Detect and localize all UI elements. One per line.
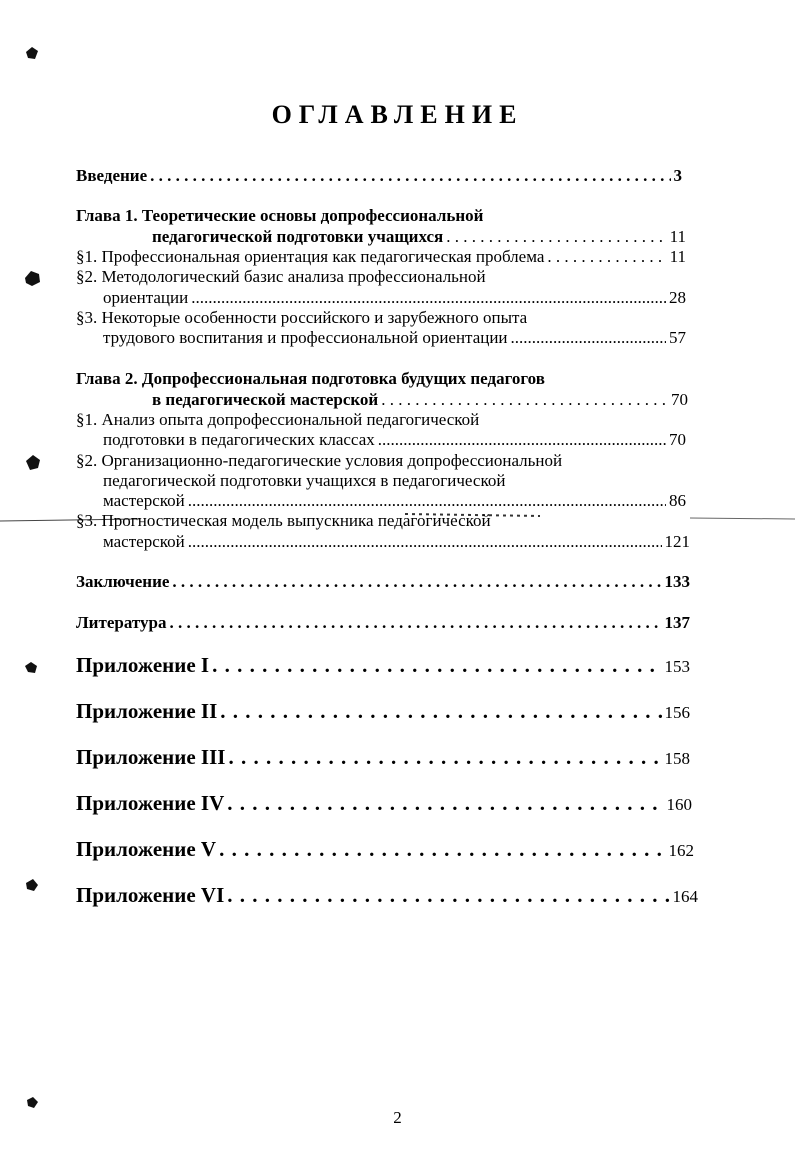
toc-page-number: 133 (664, 572, 690, 591)
dot-leader (378, 430, 666, 450)
dot-leader (220, 701, 661, 721)
toc-page-number: 11 (669, 227, 686, 246)
toc-page-number: 137 (664, 613, 690, 632)
dot-leader (172, 572, 661, 592)
dot-leader (547, 247, 666, 267)
toc-entry-label: Приложение III (76, 745, 226, 769)
dot-leader (446, 227, 666, 247)
dot-leader (212, 655, 661, 675)
dot-leader (227, 885, 669, 905)
toc-entry-section (103, 532, 690, 552)
chapter-heading: Глава 2. Допрофессиональная подготовка будущих педагогов (76, 369, 545, 388)
scan-speck (22, 658, 42, 678)
toc-entry-section (76, 247, 686, 267)
chapter-heading-cont: педагогической подготовки учащихся (152, 227, 444, 246)
page-title: ОГЛАВЛЕНИЕ (271, 100, 524, 129)
toc-entry-intro (76, 166, 682, 186)
chapter-heading-cont: в педагогической мастерской (152, 390, 379, 409)
toc-entry-section (103, 288, 686, 308)
toc-page-number: 3 (673, 166, 682, 185)
toc-page-number: 160 (666, 795, 692, 814)
toc-entry-literature (76, 613, 690, 633)
toc-page-number: 164 (672, 887, 698, 906)
dot-leader (188, 532, 662, 552)
toc-entry-section (103, 491, 686, 511)
toc-page-number: 86 (669, 491, 686, 510)
dot-leader (219, 839, 665, 859)
section-title-cont: педагогической подготовки учащихся в педагогической (103, 471, 506, 490)
toc-entry-appendix (76, 793, 692, 815)
toc-entry-appendix (76, 701, 690, 723)
dot-leader (511, 328, 666, 348)
toc-page-number: 11 (669, 247, 686, 266)
toc-entry-appendix (76, 885, 698, 907)
section-title: §3. Прогностическая модель выпускника педагогической (76, 511, 491, 530)
dot-leader (191, 288, 666, 308)
toc-entry-appendix (76, 747, 690, 769)
toc-entry-label: Приложение I (76, 653, 210, 677)
section-title: §1. Профессиональная ориентация как педагогическая проблема (76, 247, 545, 266)
dot-leader (228, 747, 661, 767)
page-number: 2 (393, 1108, 402, 1127)
toc-page-number: 121 (664, 532, 690, 551)
toc-entry-appendix (76, 839, 694, 861)
toc-page-number: 70 (671, 390, 688, 409)
dot-leader (150, 166, 670, 186)
scan-speck (22, 44, 42, 64)
section-title: §2. Методологический базис анализа профессиональной (76, 267, 486, 286)
section-title: §3. Некоторые особенности российского и зарубежного опыта (76, 308, 528, 327)
section-title: §2. Организационно-педагогические условия допрофессиональной (76, 451, 563, 470)
toc-entry-label: Приложение IV (76, 791, 225, 815)
dot-leader (227, 793, 663, 813)
toc-entry-section (103, 430, 686, 450)
toc-page-number: 158 (664, 749, 690, 768)
toc-page-number: 70 (669, 430, 686, 449)
toc-page-number: 57 (669, 328, 686, 347)
toc-entry-label: Литература (76, 613, 167, 632)
toc-page-number: 156 (664, 703, 690, 722)
toc-entry-label: Заключение (76, 572, 170, 591)
toc-entry-label: Введение (76, 166, 148, 185)
toc-entry-chapter2 (152, 390, 688, 410)
chapter-heading: Глава 1. Теоретические основы допрофессиональной (76, 206, 484, 225)
toc-entry-appendix (76, 655, 690, 677)
scan-speck (22, 268, 44, 290)
scan-speck (22, 876, 42, 896)
toc-page-number: 153 (664, 657, 690, 676)
toc-page-number: 162 (668, 841, 694, 860)
section-title: §1. Анализ опыта допрофессиональной педагогической (76, 410, 480, 429)
dot-leader (169, 613, 661, 633)
dot-leader (381, 390, 668, 410)
toc-entry-label: Приложение II (76, 699, 218, 723)
toc-entry-conclusion (76, 572, 690, 592)
section-title-cont: трудового воспитания и профессиональной ориентации (103, 328, 508, 347)
section-title-cont: мастерской (103, 491, 185, 510)
section-title-cont: ориентации (103, 288, 189, 307)
toc-entry-section (103, 328, 686, 348)
section-title-cont: подготовки в педагогических классах (103, 430, 375, 449)
scan-speck (22, 452, 44, 474)
toc-entry-label: Приложение VI (76, 883, 225, 907)
dot-leader (188, 491, 666, 511)
toc-page-number: 28 (669, 288, 686, 307)
section-title-cont: мастерской (103, 532, 185, 551)
toc-entry-chapter1 (152, 227, 686, 247)
toc-entry-label: Приложение V (76, 837, 217, 861)
